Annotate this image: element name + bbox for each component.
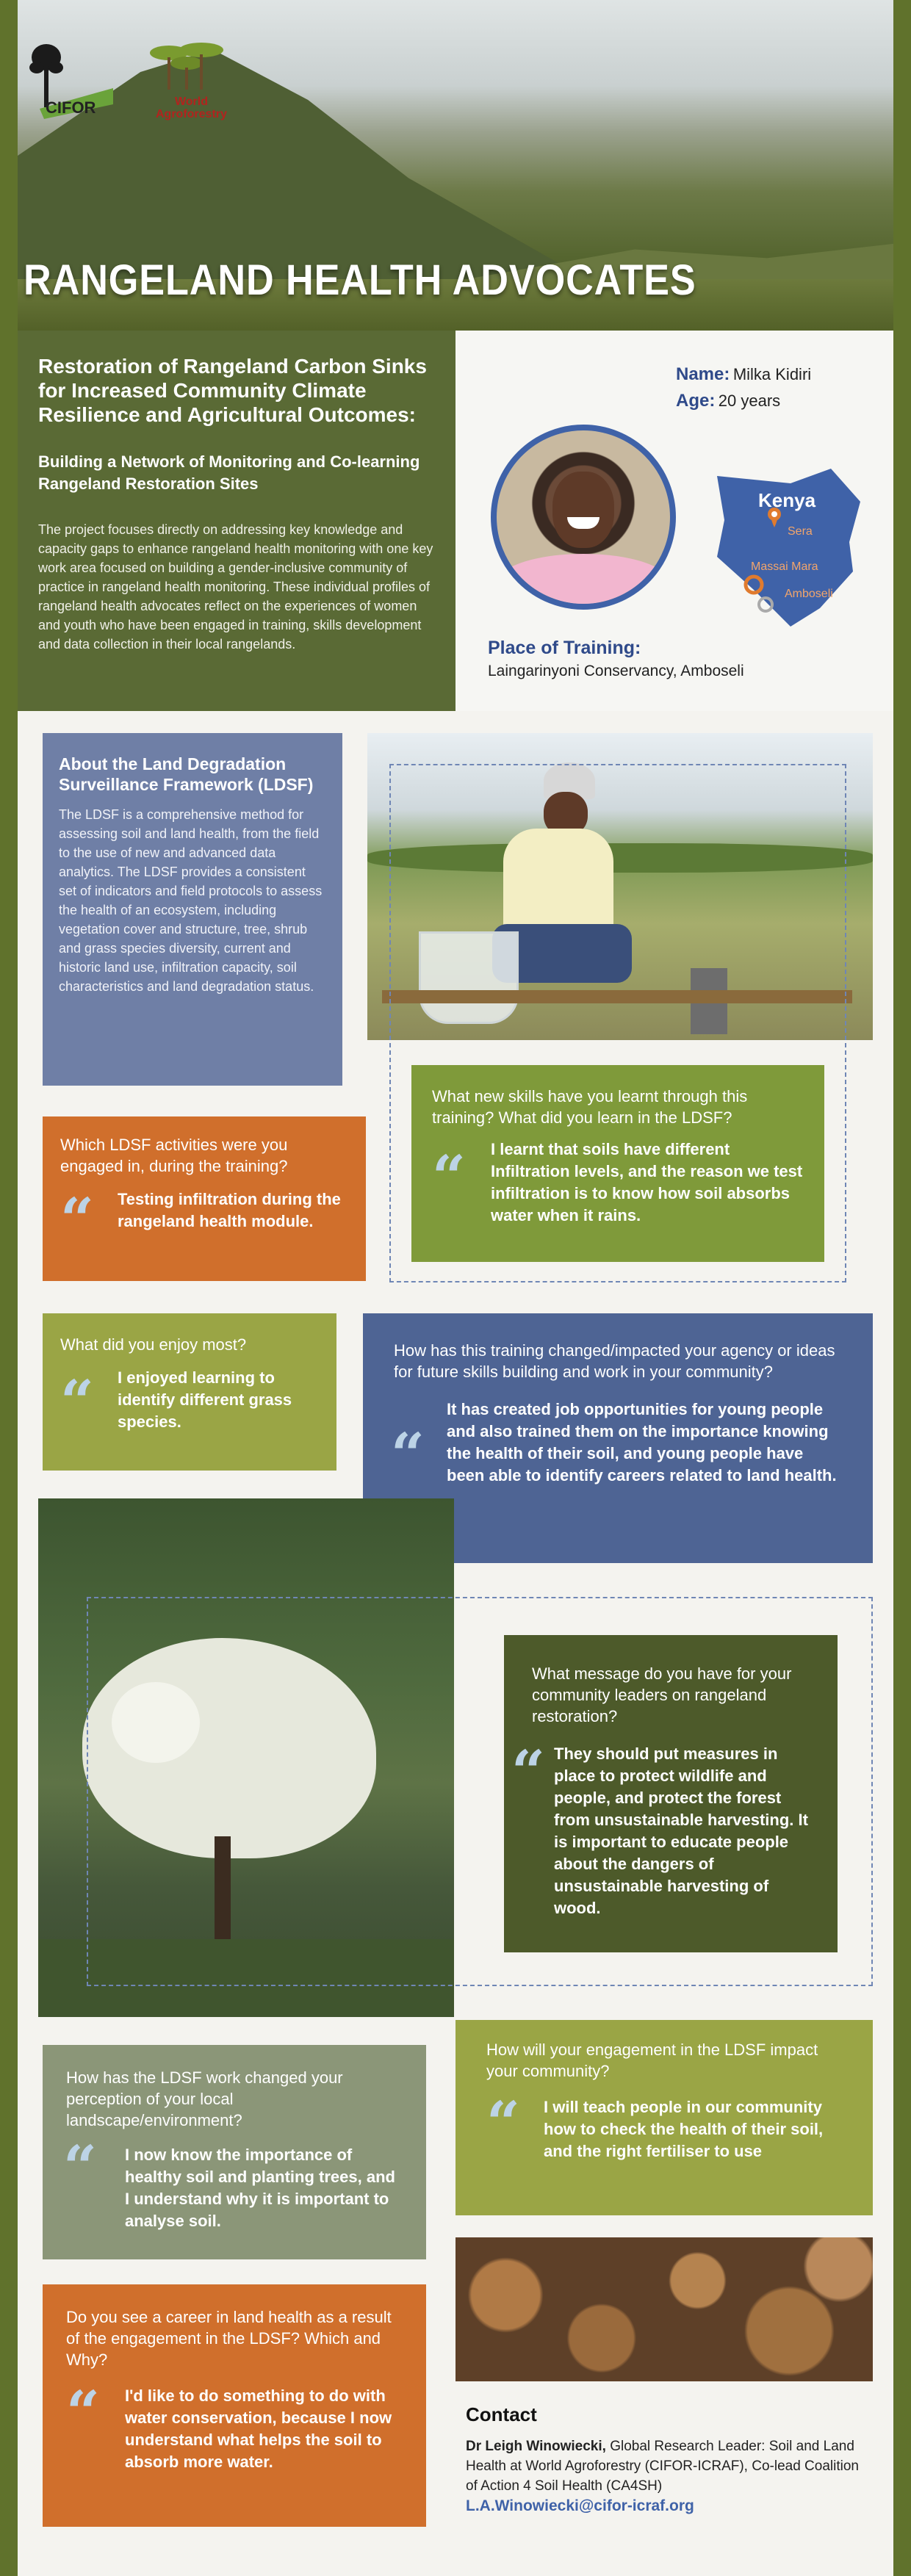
ldsf-description: The LDSF is a comprehensive method for assessing soil and land health, from the field to the use of new and advanced data analytics. The LDSF provides a consistent set of indicators and field protocols to assess the health of an ecosystem, including vegetation cover and structure, tree, shrub and grass species diversity, current and historic land use, infiltration capacity, soil characteristics and land degradation status.: [59, 807, 323, 994]
quote-icon: “: [391, 1420, 425, 1489]
qa-message-box: [504, 1635, 838, 1952]
qa-perception-box: [43, 2045, 426, 2259]
contact-email-link[interactable]: L.A.Winowiecki@cifor-icraf.org: [466, 2497, 694, 2514]
qa-enjoy-box: [43, 1313, 336, 1471]
project-subtitle: Building a Network of Monitoring and Co-learning Rangeland Restoration Sites: [38, 452, 420, 493]
left-border: [0, 0, 18, 2576]
map-pin-amboseli: Amboseli: [785, 588, 833, 600]
name-value: Milka Kidiri: [732, 365, 812, 383]
qa-engagement-box: [455, 2020, 873, 2215]
project-description: The project focuses directly on addressing key knowledge and capacity gaps to enhance rangeland health monitoring with one key work area focused on building a gender-inclusive community of practice in rangeland health monitoring. These individual profiles of rangeland health advocates reflect on the experiences of women and youth who have been engaged in training, skills development and data collection in their local rangelands.: [38, 522, 433, 652]
portrait-image: [491, 425, 676, 610]
qa-skills-answer: I learnt that soils have different Infiltration levels, and the reason we test infiltration is to know how soil absorbs water when it rains.: [491, 1140, 803, 1224]
qa-activities-box: [43, 1116, 366, 1281]
contact-text: [466, 2436, 874, 2496]
quote-icon: “: [486, 2088, 521, 2157]
qa-enjoy-question: What did you enjoy most?: [60, 1335, 247, 1354]
qa-career-question: Do you see a career in land health as a result of the engagement in the LDSF? Which and Why?: [66, 2308, 392, 2369]
contact-role: Global Research Leader: Soil and Land Health at World Agroforestry (CIFOR-ICRAF), Co-lead Coalition of Action 4 Soil Health (CA4SH): [466, 2439, 859, 2494]
qa-impact-question: How has this training changed/impacted your agency or ideas for future skills building and work in your community?: [394, 1341, 835, 1381]
place-label: Place of Training:: [488, 638, 641, 658]
name-row: [676, 364, 811, 385]
qa-skills-box: [411, 1065, 824, 1262]
quote-icon: “: [432, 1142, 467, 1211]
qa-perception-question: How has the LDSF work changed your perception of your local landscape/environment?: [66, 2068, 343, 2129]
quote-icon: “: [511, 1737, 546, 1806]
qa-activities-answer: Testing infiltration during the rangeland health module.: [118, 1190, 341, 1230]
intro-panel: [18, 331, 455, 711]
qa-activities-question: Which LDSF activities were you engaged in, during the training?: [60, 1136, 288, 1175]
contact-heading: Contact: [466, 2403, 537, 2425]
contact-section: [466, 2403, 874, 2515]
place-value: Laingarinyoni Conservancy, Amboseli: [488, 663, 744, 679]
qa-skills-question: What new skills have you learnt through this training? What did you learn in the LDSF?: [432, 1087, 748, 1127]
qa-engagement-answer: I will teach people in our community how to check the health of their soil, and the right fertiliser to use: [544, 2098, 824, 2160]
quote-icon: “: [60, 1185, 95, 1254]
qa-message-answer: They should put measures in place to protect wildlife and people, and protect the forest from unsustainable harvesting. It is important to educate people about the dangers of unsustainable harvesting of wood.: [554, 1745, 808, 1917]
name-label: Name:: [676, 364, 730, 384]
map-pin-sera: Sera: [788, 525, 813, 538]
kenya-map-icon: [702, 461, 879, 630]
cifor-logo-text: CIFOR: [46, 98, 96, 117]
world-agroforestry-logo-text: World Agroforestry: [156, 95, 227, 120]
qa-perception-answer: I now know the importance of healthy soil and planting trees, and I understand why it is important to analyse soil.: [125, 2146, 395, 2230]
page-title: RANGELAND HEALTH ADVOCATES: [24, 256, 696, 304]
portrait-shirt: [497, 554, 670, 610]
project-title: Restoration of Rangeland Carbon Sinks for Increased Community Climate Resilience and Agricultural Outcomes:: [38, 355, 427, 426]
qa-career-box: [43, 2284, 426, 2527]
qa-enjoy-answer: I enjoyed learning to identify different grass species.: [118, 1368, 292, 1431]
quote-icon: “: [63, 2132, 98, 2201]
map-pin-massai-mara: Massai Mara: [751, 560, 818, 573]
quote-icon: “: [60, 1367, 95, 1436]
qa-career-answer: I'd like to do something to do with water conservation, because I now understand what helps the soil to absorb more water.: [125, 2386, 392, 2471]
age-label: Age:: [676, 391, 716, 411]
soil-photo: [455, 2237, 873, 2381]
quote-icon: “: [66, 2378, 101, 2447]
ldsf-title: About the Land Degradation Surveillance Framework (LDSF): [59, 754, 314, 794]
contact-name: Dr Leigh Winowiecki,: [466, 2439, 606, 2454]
ldsf-info-box: [43, 733, 342, 1086]
age-value: 20 years: [718, 392, 781, 410]
right-border: [893, 0, 911, 2576]
qa-message-question: What message do you have for your community leaders on rangeland restoration?: [532, 1664, 792, 1725]
map-country-label: Kenya: [758, 489, 816, 511]
age-row: [676, 391, 780, 411]
portrait-face: [552, 472, 614, 548]
qa-impact-answer: It has created job opportunities for young people and also trained them on the importance knowing the health of their soil, and young people have been able to identify careers related to land health.: [447, 1400, 837, 1484]
qa-engagement-question: How will your engagement in the LDSF impact your community?: [486, 2041, 818, 2080]
